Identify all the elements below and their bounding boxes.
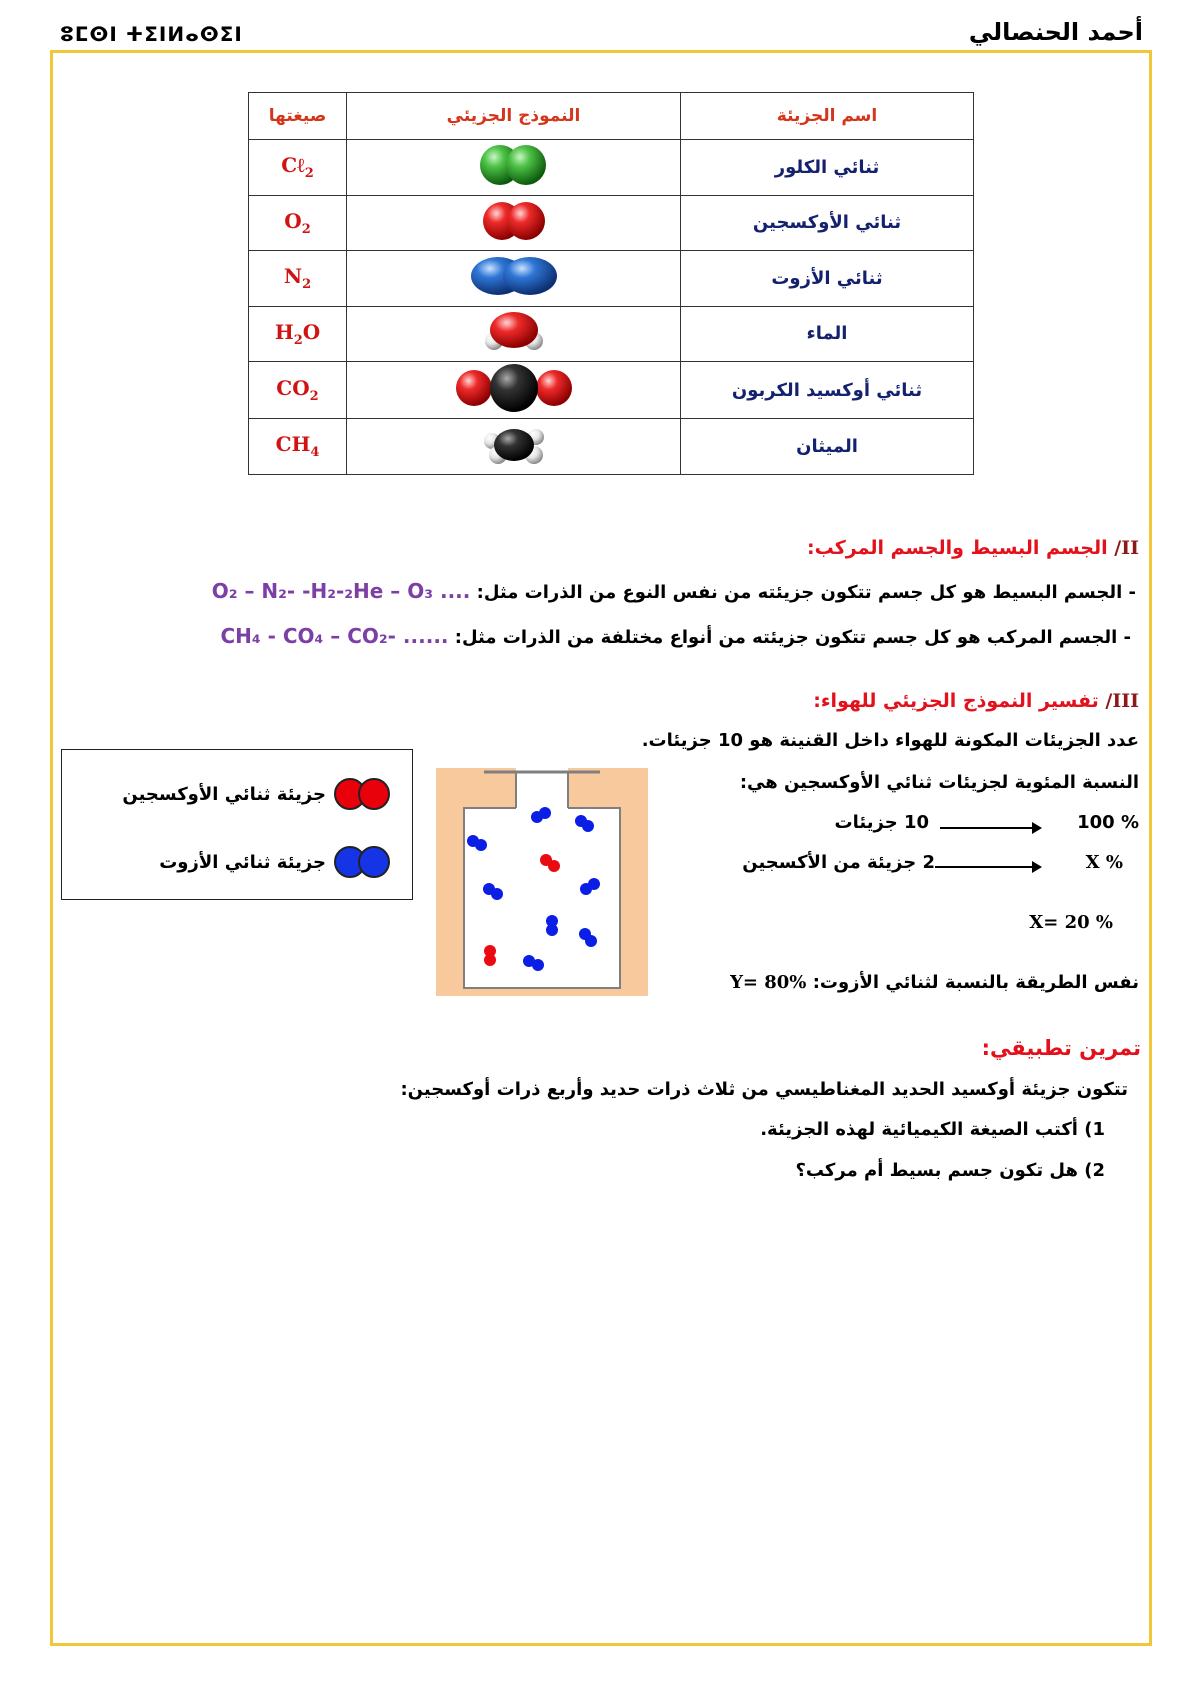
table-row (249, 362, 974, 419)
legend-nitrogen: جزيئة ثنائي الأزوت (159, 842, 394, 882)
ratio-row1-right: 10 جزيئات (834, 812, 929, 833)
header-name: اسم الجزيئة (681, 93, 974, 140)
molecule-name: ثنائي الأزوت (681, 251, 974, 307)
molecule-formula: $O_2$ (249, 195, 347, 251)
chlorine-molecule-model (347, 140, 681, 196)
table-row (249, 140, 974, 196)
oxygen-molecule-model (347, 195, 681, 251)
header-model: النموذج الجزيئي (347, 93, 681, 140)
oxygen-percentage-line: النسبة المئوية لجزيئات ثنائي الأوكسجين هي: (739, 772, 1139, 793)
table-row (249, 195, 974, 251)
ratio-row1-left: 100 % (1077, 812, 1139, 833)
molecule-name: ثنائي أوكسيد الكربون (681, 362, 974, 419)
oxygen-molecule-icon (332, 774, 394, 814)
table-header-row (249, 93, 974, 140)
ratio-row2-right: 2 جزيئة من الأكسجين (742, 852, 935, 873)
nitrogen-molecule-icon (332, 842, 394, 882)
molecule-name: الميثان (681, 419, 974, 475)
simple-body-definition: - الجسم البسيط هو كل جسم تتكون جزيئته من نفس النوع من الذرات مثل: O₂ – N₂- -H₂-₂He – O₃ .... (211, 579, 1136, 603)
header-author: أحمد الحنصالي (968, 18, 1143, 46)
arrow-icon (935, 866, 1040, 868)
exercise-question-2: 2) هل تكون جسم بسيط أم مركب؟ (795, 1160, 1105, 1181)
methane-molecule-model (347, 419, 681, 475)
molecule-name: ثنائي الأوكسجين (681, 195, 974, 251)
water-molecule-model (347, 306, 681, 362)
air-bottle-diagram (436, 768, 648, 996)
table-row (249, 251, 974, 307)
molecule-table (248, 92, 974, 475)
molecule-formula: $H_2O$ (249, 306, 347, 362)
compound-body-definition: - الجسم المركب هو كل جسم تتكون جزيئته من أنواع مختلفة من الذرات مثل: CH₄ - CO₄ – CO₂- ...... (220, 624, 1131, 648)
arrow-icon (940, 827, 1040, 829)
header-tifinagh: ⵓⵎⵙⵏ ⵜⵉⵏⵍⴰⵙⵉⵏ (60, 22, 243, 46)
nitrogen-percentage-line: نفس الطريقة بالنسبة لثنائي الأزوت: Y= 80% (730, 972, 1139, 993)
molecule-name: الماء (681, 306, 974, 362)
exercise-intro: تتكون جزيئة أوكسيد الحديد المغناطيسي من ثلاث ذرات حديد وأربع ذرات أوكسجين: (400, 1079, 1128, 1100)
nitrogen-molecule-model (347, 251, 681, 307)
exercise-title: تمرين تطبيقي: (981, 1036, 1141, 1060)
ratio-row2-left: X % (1085, 852, 1123, 873)
molecule-count-line: عدد الجزيئات المكونة للهواء داخل القنينة هو 10 جزيئات. (641, 730, 1139, 751)
carbon-dioxide-molecule-model (347, 362, 681, 419)
legend-oxygen: جزيئة ثنائي الأوكسجين (122, 774, 394, 814)
header-formula: صيغتها (249, 93, 347, 140)
x-result: X= 20 % (1029, 912, 1113, 933)
section-2-title: II/ الجسم البسيط والجسم المركب: (807, 537, 1139, 559)
molecule-name: ثنائي الكلور (681, 140, 974, 196)
molecule-formula: $N_2$ (249, 251, 347, 307)
section-3-title: III/ تفسير النموذج الجزيئي للهواء: (813, 690, 1139, 712)
molecule-formula: $CH_4$ (249, 419, 347, 475)
molecule-formula: Cℓ$_2$ (249, 140, 347, 196)
molecule-formula: $CO_2$ (249, 362, 347, 419)
table-row (249, 419, 974, 475)
exercise-question-1: 1) أكتب الصيغة الكيميائية لهذه الجزيئة. (760, 1119, 1105, 1140)
legend-box (61, 749, 413, 900)
table-row (249, 306, 974, 362)
